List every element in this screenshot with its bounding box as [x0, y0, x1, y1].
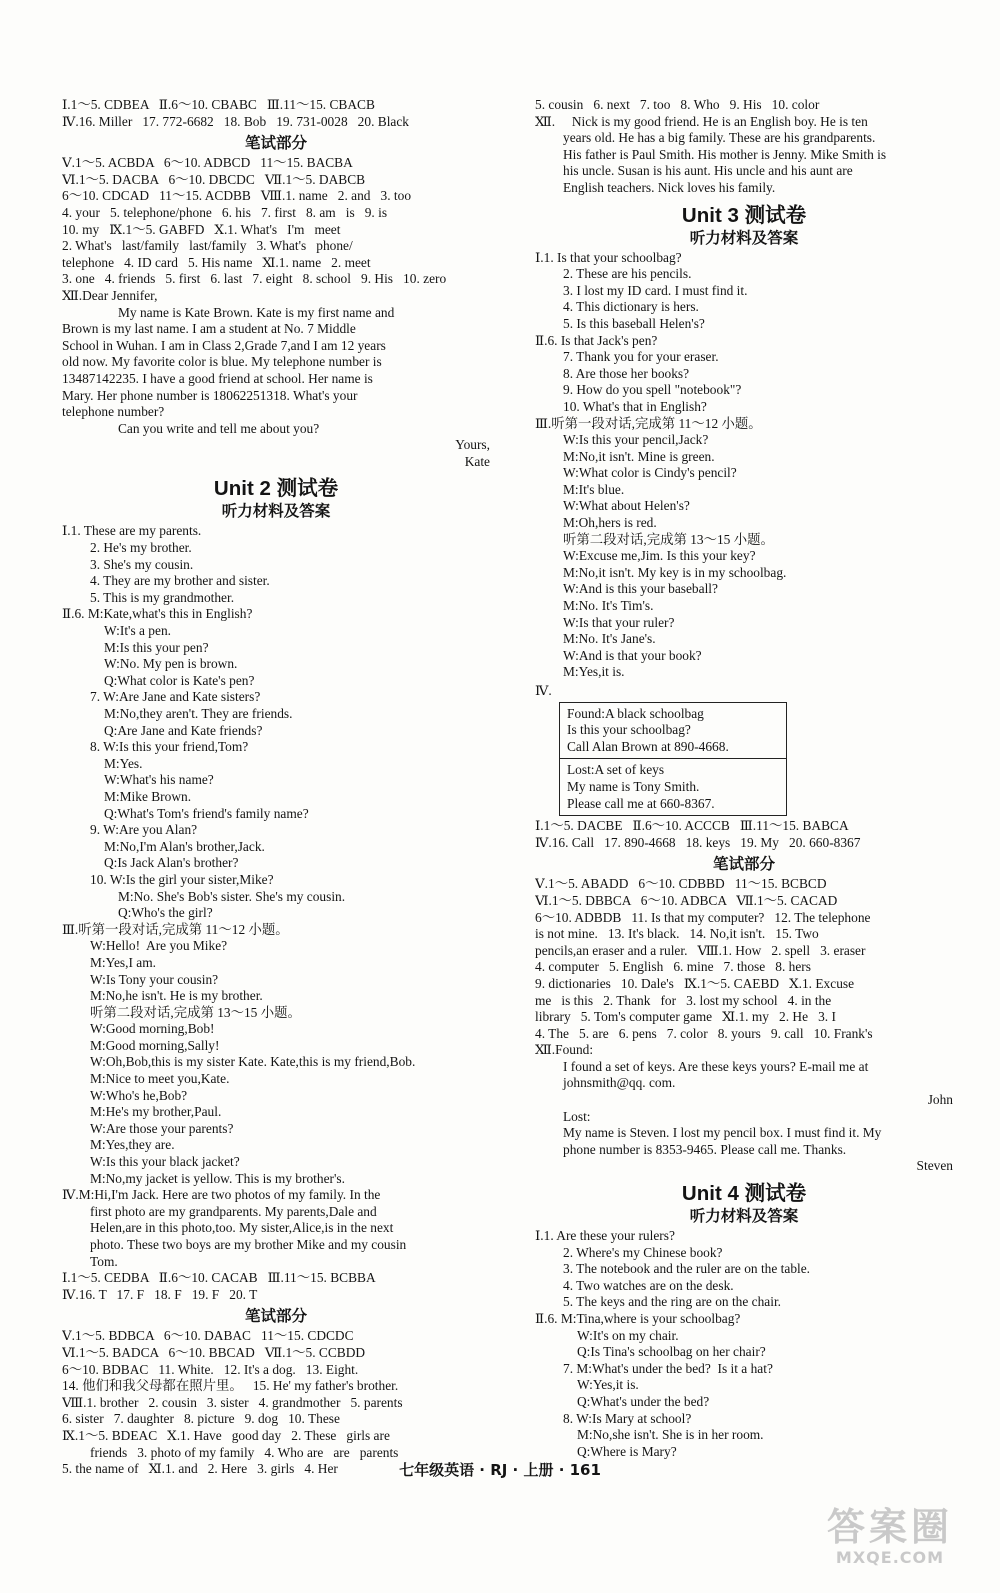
- page-footer: 七年级英语 · RJ · 上册 · 161: [399, 1461, 601, 1479]
- text-line: M:No. She's Bob's sister. She's my cousin.: [118, 888, 346, 904]
- right-column-bottom: [535, 818, 953, 1460]
- text-line: W:Is that your ruler?: [563, 614, 675, 630]
- text-line: Ⅳ.16. T 17. F 18. F 19. F 20. T: [62, 1286, 258, 1302]
- text-line: 7. Thank you for your eraser.: [563, 349, 719, 365]
- text-line: M:It's blue.: [563, 481, 625, 497]
- text-line: M:No,she isn't. She is in her room.: [577, 1427, 764, 1443]
- text-line: 4. This dictionary is hers.: [563, 299, 699, 315]
- text-line: W:Yes,it is.: [577, 1377, 639, 1393]
- text-line: photo. These two boys are my brother Mike and my cousin: [90, 1237, 407, 1252]
- unit-subtitle: 听力材料及答案: [221, 502, 331, 521]
- section-heading: 笔试部分: [244, 134, 307, 153]
- text-line: phone number is 8353-9465. Please call me. Thanks.: [563, 1141, 847, 1157]
- text-line: Q:Who's the girl?: [118, 905, 213, 921]
- text-line: 9. How do you spell "notebook"?: [563, 382, 742, 398]
- text-line: 3. I lost my ID card. I must find it.: [563, 282, 748, 298]
- text-line: library 5. Tom's computer game Ⅺ.1. my 2. He 3. I: [535, 1009, 836, 1025]
- text-line: Tom.: [90, 1253, 118, 1269]
- text-line: M:Nice to meet you,Kate.: [90, 1071, 230, 1087]
- text-line: Ⅳ.16. Call 17. 890-4668 18. keys 19. My 20. 660-8367: [535, 834, 861, 850]
- notice-label: Ⅳ.: [535, 683, 552, 698]
- text-line: W:Hello! Are you Mike?: [90, 938, 228, 954]
- text-line: Q:What color is Kate's pen?: [104, 672, 255, 688]
- text-line: 10. my Ⅸ.1～5. GABFD Ⅹ.1. What's I'm meet: [62, 221, 341, 237]
- text-line: 5. Is this baseball Helen's?: [563, 315, 705, 331]
- unit-title: Unit 2 测试卷: [213, 477, 339, 501]
- notice-line: Is this your schoolbag?: [567, 722, 691, 738]
- watermark-logo: 答案圈: [826, 1505, 953, 1549]
- text-line: W:It's on my chair.: [577, 1327, 679, 1343]
- text-line: 9. W:Are you Alan?: [90, 822, 198, 838]
- text-line: Ⅴ.1～5. ACBDA 6～10. ADBCD 11～15. BACBA: [62, 155, 353, 171]
- text-line: 13487142235. I have a good friend at school. Her name is: [62, 370, 373, 386]
- text-line: English teachers. Nick loves his family.: [563, 179, 776, 195]
- watermark: [810, 1505, 970, 1565]
- text-line: 6～10. BDBAC 11. White. 12. It's a dog. 13. Eight.: [62, 1361, 359, 1377]
- text-line: M:Yes,it is.: [563, 664, 625, 680]
- text-line: telephone number?: [62, 404, 165, 420]
- unit-title: Unit 4 测试卷: [681, 1182, 807, 1206]
- text-line: 7. M:What's under the bed? Is it a hat?: [563, 1360, 773, 1376]
- text-line: 3. The notebook and the ruler are on the table.: [563, 1261, 811, 1277]
- text-line: 8. W:Is Mary at school?: [563, 1410, 692, 1426]
- text-line: W:And is that your book?: [563, 647, 702, 663]
- text-line: Ⅷ.1. brother 2. cousin 3. sister 4. grandmother 5. parents: [62, 1394, 403, 1410]
- text-line: telephone 4. ID card 5. His name Ⅺ.1. name 2. meet: [62, 254, 371, 270]
- text-line: M:No,it isn't. Mine is green.: [563, 448, 715, 464]
- text-line: first photo are my grandparents. My parents,Dale and: [90, 1203, 377, 1219]
- text-line: 10. What's that in English?: [563, 398, 707, 414]
- notice-line: Lost:A set of keys: [567, 762, 665, 778]
- text-line: W:And is this your baseball?: [563, 581, 718, 597]
- text-line: 4. The 5. are 6. pens 7. color 8. yours 9. call 10. Frank's: [535, 1025, 873, 1041]
- text-line: 4. your 5. telephone/phone 6. his 7. first 8. am is 9. is: [62, 204, 388, 220]
- text-line: Q:Is Jack Alan's brother?: [104, 855, 239, 871]
- text-line: years old. He has a big family. These are his grandparents.: [563, 130, 876, 146]
- text-line: Q:What's Tom's friend's family name?: [104, 805, 309, 821]
- signature-line: Steven: [916, 1158, 953, 1174]
- text-line: W:Who's he,Bob?: [90, 1087, 188, 1103]
- unit-subtitle: 听力材料及答案: [689, 228, 799, 247]
- text-line: W:Excuse me,Jim. Is this your key?: [563, 548, 756, 564]
- text-line: 3. one 4. friends 5. first 6. last 7. eight 8. school 9. His 10. zero: [62, 271, 447, 287]
- text-line: Ⅳ.M:Hi,I'm Jack. Here are two photos of my family. In the: [62, 1187, 381, 1203]
- text-line: 2. He's my brother.: [90, 540, 192, 556]
- text-line: is not mine. 13. It's black. 14. No,it isn't. 15. Two: [535, 926, 819, 942]
- text-line: Ⅻ.Found:: [535, 1042, 594, 1058]
- text-line: M:No. It's Tim's.: [563, 598, 654, 614]
- text-line: M:No. It's Jane's.: [563, 631, 656, 647]
- text-line: M:Is this your pen?: [104, 639, 209, 655]
- text-line: 10. W:Is the girl your sister,Mike?: [90, 871, 274, 887]
- text-line: Ⅵ.1～5. DACBA 6～10. DBCDC Ⅶ.1～5. DABCB: [62, 171, 366, 187]
- text-line: M:Yes,they are.: [90, 1137, 175, 1153]
- section-heading: 笔试部分: [244, 1307, 307, 1326]
- text-line: Ⅲ.听第一段对话,完成第 11～12 小题。: [62, 921, 289, 937]
- text-line: School in Wuhan. I am in Class 2,Grade 7,and I am 12 years: [62, 337, 386, 353]
- text-line: Ⅰ.1. These are my parents.: [62, 523, 202, 539]
- text-line: 6～10. CDCAD 11～15. ACDBB Ⅷ.1. name 2. and 3. too: [62, 188, 412, 204]
- text-line: 4. Two watches are on the desk.: [563, 1277, 734, 1293]
- text-line: My name is Kate Brown. Kate is my first name and: [118, 304, 395, 320]
- right-column-top: [535, 97, 953, 681]
- text-line: Ⅵ.1～5. DBBCA 6～10. ADBCA Ⅶ.1～5. CACAD: [535, 892, 838, 908]
- text-line: Q:Where is Mary?: [577, 1443, 677, 1459]
- text-line: W:Is this your black jacket?: [90, 1154, 240, 1170]
- found-notice: [560, 703, 786, 759]
- notice-line: Call Alan Brown at 890-4668.: [567, 738, 729, 754]
- notice-box: [559, 702, 787, 817]
- text-line: 8. W:Is this your friend,Tom?: [90, 739, 249, 755]
- text-line: Ⅰ.1～5. CEDBA Ⅱ.6～10. CACAB Ⅲ.11～15. BCBBA: [62, 1270, 376, 1286]
- text-line: M:Oh,hers is red.: [563, 515, 657, 531]
- text-line: I found a set of keys. Are these keys yours? E-mail me at: [563, 1058, 869, 1074]
- text-line: Ⅱ.6. Is that Jack's pen?: [535, 332, 658, 348]
- text-line: Ⅲ.听第一段对话,完成第 11～12 小题。: [535, 415, 762, 431]
- text-line: M:He's my brother,Paul.: [90, 1104, 222, 1120]
- notice-line: Please call me at 660-8367.: [567, 795, 715, 811]
- text-line: Q:Are Jane and Kate friends?: [104, 722, 263, 738]
- text-line: pencils,an eraser and a ruler. Ⅷ.1. How 2. spell 3. eraser: [535, 942, 866, 958]
- text-line: friends 3. photo of my family 4. Who are are parents: [90, 1444, 399, 1460]
- text-line: Q:What's under the bed?: [577, 1393, 710, 1409]
- text-line: Ⅰ.1. Is that your schoolbag?: [535, 249, 682, 265]
- text-line: Ⅱ.6. M:Tina,where is your schoolbag?: [535, 1311, 741, 1326]
- text-line: Ⅳ.16. Miller 17. 772-6682 18. Bob 19. 731-0028 20. Black: [62, 113, 410, 129]
- unit-title: Unit 3 测试卷: [681, 203, 807, 227]
- text-line: 7. W:Are Jane and Kate sisters?: [90, 689, 261, 705]
- text-line: M:No,it isn't. My key is in my schoolbag.: [563, 564, 787, 580]
- text-line: W:Is Tony your cousin?: [90, 971, 219, 987]
- text-line: M:No,I'm Alan's brother,Jack.: [104, 838, 265, 854]
- text-line: M:Mike Brown.: [104, 788, 192, 804]
- text-line: Ⅵ.1～5. BADCA 6～10. BBCAD Ⅶ.1～5. CCBDD: [62, 1344, 366, 1360]
- text-line: My name is Steven. I lost my pencil box. I must find it. My: [563, 1125, 882, 1141]
- text-line: 5. cousin 6. next 7. too 8. Who 9. His 10. color: [535, 97, 820, 112]
- text-line: 5. This is my grandmother.: [90, 589, 235, 605]
- text-line: M:Good morning,Sally!: [90, 1037, 220, 1053]
- section-heading: 笔试部分: [712, 855, 775, 874]
- text-line: His father is Paul Smith. His mother is Jenny. Mike Smith is: [563, 146, 887, 162]
- text-line: Q:Is Tina's schoolbag on her chair?: [577, 1344, 766, 1360]
- unit-subtitle: 听力材料及答案: [689, 1207, 799, 1226]
- signature-line: Yours,: [455, 437, 490, 453]
- text-line: M:No,they aren't. They are friends.: [104, 706, 293, 721]
- text-line: Lost:: [563, 1108, 591, 1124]
- text-line: 6. sister 7. daughter 8. picture 9. dog 10. These: [62, 1411, 340, 1427]
- notice-line: My name is Tony Smith.: [567, 778, 700, 794]
- text-line: Brown is my last name. I am a student at No. 7 Middle: [62, 321, 356, 337]
- text-line: Ⅸ.1～5. BDEAC Ⅹ.1. Have good day 2. These girls are: [62, 1427, 390, 1443]
- text-line: W:What's his name?: [104, 772, 214, 788]
- text-line: 4. They are my brother and sister.: [90, 573, 270, 589]
- watermark-url: MXQE.COM: [835, 1548, 945, 1567]
- text-line: johnsmith@qq. com.: [563, 1075, 676, 1091]
- text-line: W:Good morning,Bob!: [90, 1021, 215, 1037]
- text-line: 8. Are those her books?: [563, 365, 690, 381]
- text-line: Ⅴ.1～5. BDBCA 6～10. DABAC 11～15. CDCDC: [62, 1328, 354, 1344]
- text-line: 14. 他们和我父母都在照片里。 15. He' my father's brother.: [62, 1378, 399, 1394]
- text-line: 2. What's last/family last/family 3. What's phone/: [62, 238, 353, 254]
- text-line: 5. the name of Ⅺ.1. and 2. Here 3. girls 4. Her: [62, 1461, 338, 1477]
- text-line: 3. She's my cousin.: [90, 556, 194, 572]
- text-line: W:No. My pen is brown.: [104, 656, 238, 672]
- text-line: Ⅻ. Nick is my good friend. He is an English boy. He is ten: [535, 113, 868, 129]
- text-line: Mary. Her phone number is 18062251318. What's your: [62, 387, 358, 403]
- text-line: M:No,he isn't. He is my brother.: [90, 988, 263, 1004]
- text-line: W:Are those your parents?: [90, 1120, 234, 1136]
- text-line: his uncle. Susan is his aunt. His uncle and his aunt are: [563, 163, 853, 179]
- text-line: Can you write and tell me about you?: [118, 420, 320, 436]
- text-line: 9. dictionaries 10. Dale's Ⅸ.1～5. CAEBD Ⅹ.1. Excuse: [535, 975, 855, 991]
- text-line: me is this 2. Thank for 3. lost my school 4. in the: [535, 992, 832, 1008]
- text-line: Ⅱ.6. M:Kate,what's this in English?: [62, 606, 253, 622]
- text-line: 听第二段对话,完成第 13～15 小题。: [90, 1004, 301, 1020]
- text-line: W:It's a pen.: [104, 623, 171, 639]
- signature-line: Kate: [464, 453, 490, 469]
- text-line: 4. computer 5. English 6. mine 7. those 8. hers: [535, 959, 811, 975]
- text-line: Helen,are in this photo,too. My sister,Alice,is in the next: [90, 1220, 394, 1236]
- text-line: 6～10. ADBDB 11. Is that my computer? 12. The telephone: [535, 909, 871, 925]
- text-line: W:What color is Cindy's pencil?: [563, 465, 737, 481]
- text-line: W:Is this your pencil,Jack?: [563, 432, 709, 448]
- notice-line: Found:A black schoolbag: [567, 705, 704, 721]
- text-line: Ⅰ.1～5. CDBEA Ⅱ.6～10. CBABC Ⅲ.11～15. CBACB: [62, 97, 375, 112]
- left-column: [62, 97, 490, 1478]
- text-line: 2. Where's my Chinese book?: [563, 1244, 723, 1260]
- text-line: 听第二段对话,完成第 13～15 小题。: [563, 531, 774, 547]
- text-line: W:What about Helen's?: [563, 498, 690, 514]
- right-column: [535, 97, 953, 1460]
- text-line: M:Yes,I am.: [90, 954, 156, 970]
- text-line: Ⅰ.1～5. DACBE Ⅱ.6～10. ACCCB Ⅲ.11～15. BABCA: [535, 818, 849, 834]
- lost-notice: [560, 758, 786, 815]
- signature-line: John: [927, 1092, 953, 1108]
- text-line: M:No,my jacket is yellow. This is my brother's.: [90, 1170, 345, 1186]
- text-line: Ⅻ.Dear Jennifer,: [62, 287, 158, 303]
- text-line: 2. These are his pencils.: [563, 266, 692, 282]
- text-line: old now. My favorite color is blue. My telephone number is: [62, 354, 382, 370]
- text-line: M:Yes.: [104, 755, 143, 771]
- text-line: W:Oh,Bob,this is my sister Kate. Kate,this is my friend,Bob.: [90, 1054, 416, 1070]
- text-line: Ⅴ.1～5. ABADD 6～10. CDBBD 11～15. BCBCD: [535, 876, 827, 892]
- text-line: 5. The keys and the ring are on the chair.: [563, 1294, 782, 1310]
- text-line: Ⅰ.1. Are these your rulers?: [535, 1228, 675, 1244]
